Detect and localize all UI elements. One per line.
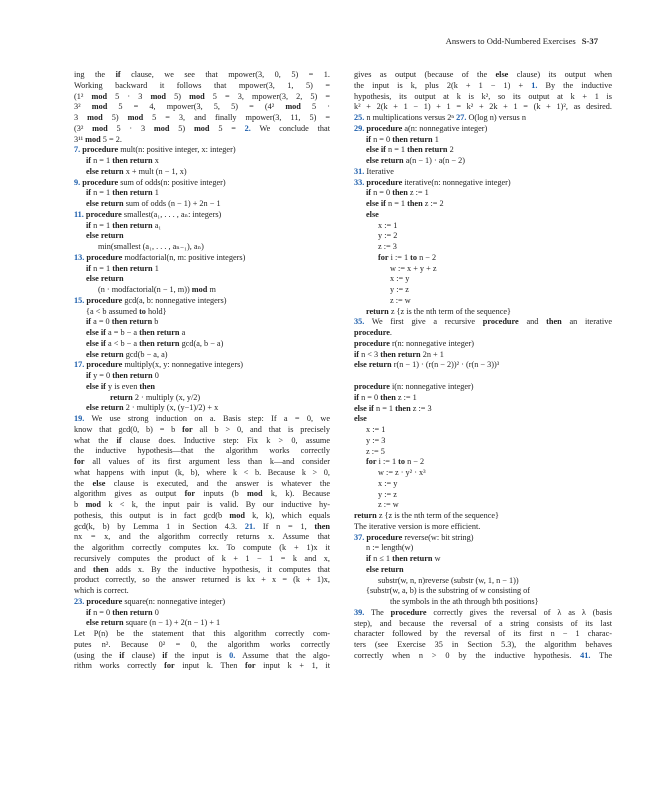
code-line: if n = 1 then return a₁	[86, 220, 162, 230]
code-line: return 2 · multiply (x, y/2)	[110, 392, 201, 402]
left-column	[74, 70, 330, 672]
text-line: 3² mod 5 = 4, mpower(3, 5, 5) = (4² mod 5 ·	[74, 102, 330, 112]
text-line: (3² mod 5 · 3 mod 5) mod 5 = 2. We conclude that	[74, 123, 331, 133]
text-line: k² + 2(k + 1 − 1) + 1 = k² + 2k + 1 = (k + 1)², as desired.	[354, 102, 612, 112]
code-line: min(smallest (a₁, . . . , aₙ₋₁), aₙ)	[98, 242, 204, 251]
text-line: (using the if clause) if the input is 0. Assume that the algo-	[74, 650, 330, 660]
spacer	[354, 371, 612, 382]
text-line: the algorithm correctly computes kx. To compute (k + 1)x it	[74, 543, 330, 552]
text-line: gcd(k, b) by Lemma 1 in Section 4.3. 21. If n = 1, then	[74, 521, 330, 531]
code-line: return z {z is the nth term of the sequence}	[366, 306, 511, 316]
page-number: S-37	[581, 36, 598, 46]
code-line: else if n = 1 then return 2	[366, 145, 454, 155]
code-line: y := z	[378, 489, 397, 499]
text-line: correctly when n > 0 by the inductive hypothesis. 41. The	[354, 650, 612, 660]
code-line: if a = 0 then return b	[86, 317, 159, 327]
code-line: else return square (n − 1) + 2(n − 1) + 1	[86, 618, 221, 628]
code-line: for i := 1 to n − 2	[378, 252, 437, 262]
running-header	[446, 36, 598, 46]
text-line: know that gcd(0, b) = b for all b > 0, and that is precisely	[74, 424, 330, 434]
code-line: else if n = 1 then z := 2	[366, 199, 444, 208]
code-line: x := 1	[366, 425, 386, 434]
right-column	[354, 70, 612, 662]
text-line: procedure.	[354, 328, 392, 337]
code-line: y := z	[390, 285, 409, 294]
code-line: the symbols in the ath through bth positions}	[390, 597, 539, 606]
code-line: else return a(n − 1) · a(n − 2)	[366, 156, 465, 165]
code-line: z := w	[378, 500, 399, 510]
exercise-33-line: 33. procedure iterative(n: nonnegative integer)	[354, 177, 511, 187]
text-line: what the if clause does. Inductive step: Fix k > 0, assume	[74, 435, 331, 445]
code-line: return z {z is the nth term of the sequence}	[354, 511, 499, 520]
code-line: else return 2 · multiply (x, (y−1)/2) + x	[86, 403, 219, 413]
code-line: x := y	[378, 478, 398, 488]
text-line: what happens with input (k, b), where k < b. Because k > 0,	[74, 467, 330, 477]
exercise-9-line: 9. procedure sum of odds(n: positive integer)	[74, 177, 226, 187]
text-line: pothesis, this output is in fact gcd(b mod k, k), which equals	[74, 510, 330, 520]
text-line: algorithm gives as output for inputs (b mod k, k). Because	[74, 489, 331, 499]
code-line: else if y is even then	[86, 381, 155, 391]
code-line: if y = 0 then return 0	[86, 371, 159, 380]
text-line: 3 mod 5) mod 5 = 3, and finally mpower(3, 11, 5) =	[74, 113, 331, 122]
code-line: w := z · y² · x³	[378, 468, 426, 477]
code-line: x := y	[390, 274, 410, 284]
text-line: the inductive hypothesis—that the algorithm works correctly	[74, 446, 330, 456]
exercise-23-line: 23. procedure square(n: nonnegative integer)	[74, 596, 226, 606]
code-line: n := length(w)	[366, 543, 414, 553]
text-line: which is correct.	[74, 586, 129, 595]
code-line: y := 3	[366, 435, 386, 445]
code-line: if n < 3 then return 2n + 1	[354, 349, 444, 359]
text-line: hypothesis, its output at k is k², so its output at k + 1 is	[354, 91, 612, 101]
text-line: rithm works correctly for input k. Then for input k + 1, it	[74, 661, 330, 671]
exercise-15-line: 15. procedure gcd(a, b: nonnegative integers)	[74, 295, 227, 305]
code-line: z := w	[390, 295, 411, 305]
code-line: else return	[86, 274, 124, 284]
code-line: for i := 1 to n − 2	[366, 457, 425, 467]
code-line: w := x + y + z	[390, 263, 437, 273]
code-line: if n = 0 then return 0	[86, 607, 159, 617]
code-line: else if n = 1 then z := 3	[354, 403, 432, 413]
header-title: Answers to Odd-Numbered Exercises	[445, 36, 576, 46]
text-line: for all values of its first argument less than k—and consider	[74, 457, 330, 466]
text-line: and then adds x. By the inductive hypothesis, it computes that	[74, 564, 330, 574]
text-line: ing the if clause, we see that mpower(3, 0, 5) = 1.	[74, 70, 330, 79]
code-line: else	[354, 414, 367, 424]
code-line: else return	[86, 231, 124, 241]
text-line: putes n². Because 0² = 0, the algorithm works correctly	[74, 639, 330, 649]
code-line: z := 3	[378, 242, 397, 251]
code-line: if n = 1 then return 1	[86, 263, 159, 273]
code-line: procedure r(n: nonnegative integer)	[354, 338, 474, 348]
text-line: Let P(n) be the statement that this algorithm correctly com-	[74, 629, 330, 638]
code-line: else if a < b − a then return gcd(a, b − a)	[86, 338, 224, 348]
text-line: The iterative version is more efficient.	[354, 521, 481, 531]
exercise-29-line: 29. procedure a(n: nonnegative integer)	[354, 123, 488, 133]
text-line: product correctly, so the answer returned is kx + x = (k + 1)x,	[74, 575, 330, 585]
code-line: if n = 0 then return 1	[366, 134, 439, 144]
text-line: recursively computes the product of k + 1 − 1 = k and x,	[74, 553, 330, 563]
exercise-39-line: 39. The procedure correctly gives the reversal of λ as λ (basis	[354, 607, 612, 617]
exercise-35-line: 35. We first give a recursive procedure and then an iterative	[354, 317, 612, 327]
code-line: procedure i(n: nonnegative integer)	[354, 382, 474, 391]
text-line: 3¹¹ mod 5 = 2.	[74, 134, 122, 144]
code-line: x := 1	[378, 220, 398, 230]
code-line: y := 2	[378, 231, 398, 241]
code-line: substr(w, n, n)reverse (substr (w, 1, n − 1))	[378, 575, 519, 585]
code-line: else return gcd(b − a, a)	[86, 349, 168, 359]
exercise-7-line: 7. procedure mult(n: positive integer, x: integer)	[74, 145, 236, 155]
code-line: else	[366, 209, 379, 219]
code-line: if n = 0 then z := 1	[354, 392, 417, 402]
text-line: character followed by the reversal of its first n − 1 charac-	[354, 629, 612, 639]
code-line: if n = 1 then return x	[86, 156, 159, 165]
text-line: nx = x, and the algorithm correctly returns x. Assume that	[74, 532, 330, 542]
code-line: if n = 0 then z := 1	[366, 188, 429, 198]
code-line: if n ≤ 1 then return w	[366, 554, 441, 563]
text-line: gives as output (because of the else clause) its output when	[354, 70, 613, 79]
code-line: z := 5	[366, 446, 385, 456]
exercise-19-line: 19. We use strong induction on a. Basis step: If a = 0, we	[74, 414, 330, 423]
text-line: step), and because the reversal of a string consists of its last	[354, 618, 612, 628]
exercise-31-line: 31. Iterative	[354, 166, 394, 176]
text-line: b mod k < k, the input pair is valid. By our inductive hy-	[74, 500, 330, 509]
exercise-37-line: 37. procedure reverse(w: bit string)	[354, 532, 474, 542]
code-line: {substr(w, a, b) is the substring of w consisting of	[366, 586, 531, 596]
code-line: if n = 1 then return 1	[86, 188, 159, 198]
text-line: (1² mod 5 · 3 mod 5) mod 5 = 3, mpower(3, 2, 5) =	[74, 91, 330, 101]
text-line: Working backward it follows that mpower(3, 1, 5) =	[74, 80, 330, 90]
exercise-11-line: 11. procedure smallest(a₁, . . . , aₙ: integers)	[74, 209, 222, 219]
code-line: else return sum of odds (n − 1) + 2n − 1	[86, 199, 221, 208]
exercise-17-line: 17. procedure multiply(x, y: nonnegative integers)	[74, 360, 244, 370]
code-line: else return r(n − 1) · (r(n − 2))² · (r(n − 3))³	[354, 360, 500, 370]
code-line: else if a = b − a then return a	[86, 328, 186, 337]
text-line: the input is k, plus 2(k + 1 − 1) + 1. By the inductive	[354, 80, 612, 90]
text-line: ters (see Exercise 35 in Section 5.3), the algorithm behaves	[354, 640, 612, 649]
code-line: else return x + mult (n − 1, x)	[86, 166, 187, 176]
code-line: (n · modfactorial(n − 1, m)) mod m	[98, 285, 216, 294]
exercise-25-27-line: 25. n multiplications versus 2ⁿ 27. O(log n) versus n	[354, 113, 526, 122]
code-line: {a < b assumed to hold}	[86, 306, 167, 316]
exercise-13-line: 13. procedure modfactorial(n, m: positive integers)	[74, 252, 246, 262]
code-line: else return	[366, 564, 404, 574]
text-line: the else clause is executed, and the answer is whatever the	[74, 478, 330, 488]
